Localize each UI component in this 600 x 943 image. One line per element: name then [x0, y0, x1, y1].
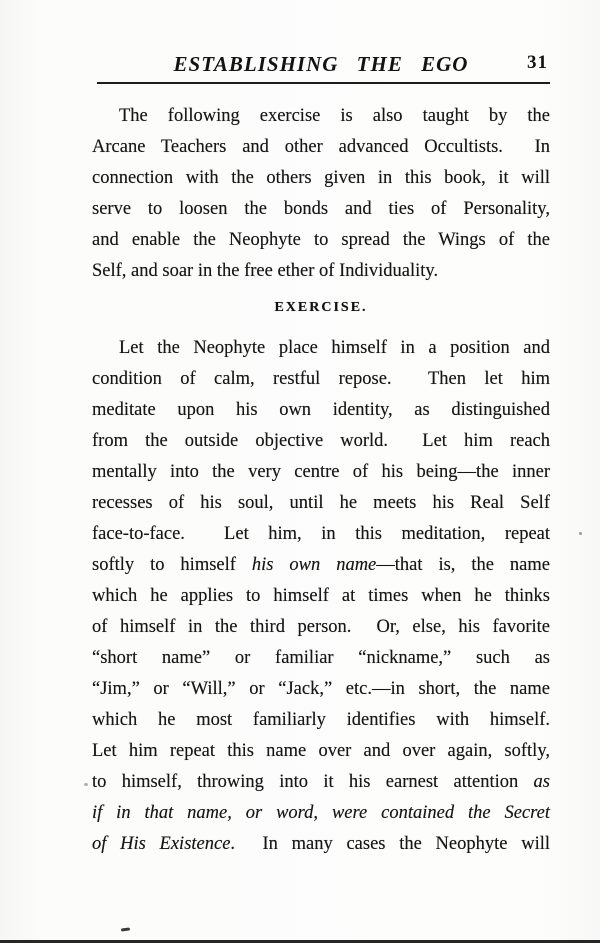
- text-segment: Let the Neophyte place himself in a position and: [119, 338, 550, 358]
- text-segment: The following exercise is also taught by the: [119, 106, 550, 126]
- text-segment: face-to-face. Let him, in this meditation, repeat: [92, 524, 550, 544]
- text-line: [92, 519, 550, 550]
- text-segment: Let him repeat this name over and over again, softly,: [92, 741, 550, 761]
- text-segment: Arcane Teachers and other advanced Occultists. In: [92, 137, 550, 157]
- page-number: 31: [527, 52, 548, 73]
- text-line: [92, 829, 550, 860]
- text-segment: serve to loosen the bonds and ties of Personality,: [92, 199, 550, 219]
- text-segment: meditate upon his own identity, as distinguished: [92, 400, 550, 420]
- text-line: [92, 163, 550, 194]
- header-rule: [97, 82, 550, 84]
- text-line: [92, 674, 550, 705]
- text-line: [92, 395, 550, 426]
- text-line: [92, 364, 550, 395]
- ink-speck: [121, 927, 130, 931]
- text-segment: Self, and soar in the free ether of Individuality.: [92, 261, 439, 281]
- ink-dot-left: [84, 783, 88, 786]
- text-line: [92, 132, 550, 163]
- text-segment: connection with the others given in this book, it will: [92, 168, 550, 188]
- text-segment: mentally into the very centre of his being—the inner: [92, 462, 550, 482]
- text-segment: of himself in the third person. Or, else, his favorite: [92, 617, 550, 637]
- running-title: ESTABLISHING THE EGO: [173, 52, 469, 76]
- text-line: [92, 225, 550, 256]
- text-segment: to himself, throwing into it his earnest attention: [92, 772, 534, 792]
- text-line: [92, 488, 550, 519]
- text-segment: . In many cases the Neophyte will: [230, 834, 550, 854]
- text-line: [92, 194, 550, 225]
- text-segment: —that is, the name: [376, 555, 550, 575]
- text-line: [92, 333, 550, 364]
- text-line: [92, 612, 550, 643]
- text-line: [92, 101, 550, 132]
- section-heading: EXERCISE.: [274, 300, 368, 315]
- italic-text: of His Existence: [92, 834, 231, 854]
- text-segment: from the outside objective world. Let him reach: [92, 431, 550, 451]
- page-body: [92, 101, 550, 860]
- italic-text: his own name: [251, 555, 377, 575]
- text-segment: which he most familiarly identifies with himself.: [92, 710, 550, 730]
- text-line: [92, 457, 550, 488]
- text-line: [92, 798, 550, 829]
- text-line: [92, 426, 550, 457]
- text-line: [92, 767, 550, 798]
- text-segment: “short name” or familiar “nickname,” such as: [92, 648, 550, 668]
- text-segment: recesses of his soul, until he meets his Real Self: [92, 493, 550, 513]
- paragraph: [92, 101, 550, 287]
- text-segment: “Jim,” or “Will,” or “Jack,” etc.—in short, the name: [92, 679, 550, 699]
- text-line: [92, 705, 550, 736]
- text-line: [92, 550, 550, 581]
- text-segment: which he applies to himself at times when he thinks: [92, 586, 550, 606]
- text-segment: condition of calm, restful repose. Then let him: [92, 369, 550, 389]
- italic-text: if in that name, or word, were contained the Secret: [92, 803, 550, 823]
- text-segment: softly to himself: [92, 555, 252, 575]
- text-line: [92, 581, 550, 612]
- running-head: [92, 50, 550, 80]
- ink-dot-right: [579, 532, 582, 535]
- paragraph: [92, 333, 550, 860]
- text-line: [92, 256, 550, 287]
- text-line: [92, 643, 550, 674]
- text-segment: and enable the Neophyte to spread the Wings of the: [92, 230, 550, 250]
- italic-text: as: [533, 772, 550, 792]
- text-line: [92, 736, 550, 767]
